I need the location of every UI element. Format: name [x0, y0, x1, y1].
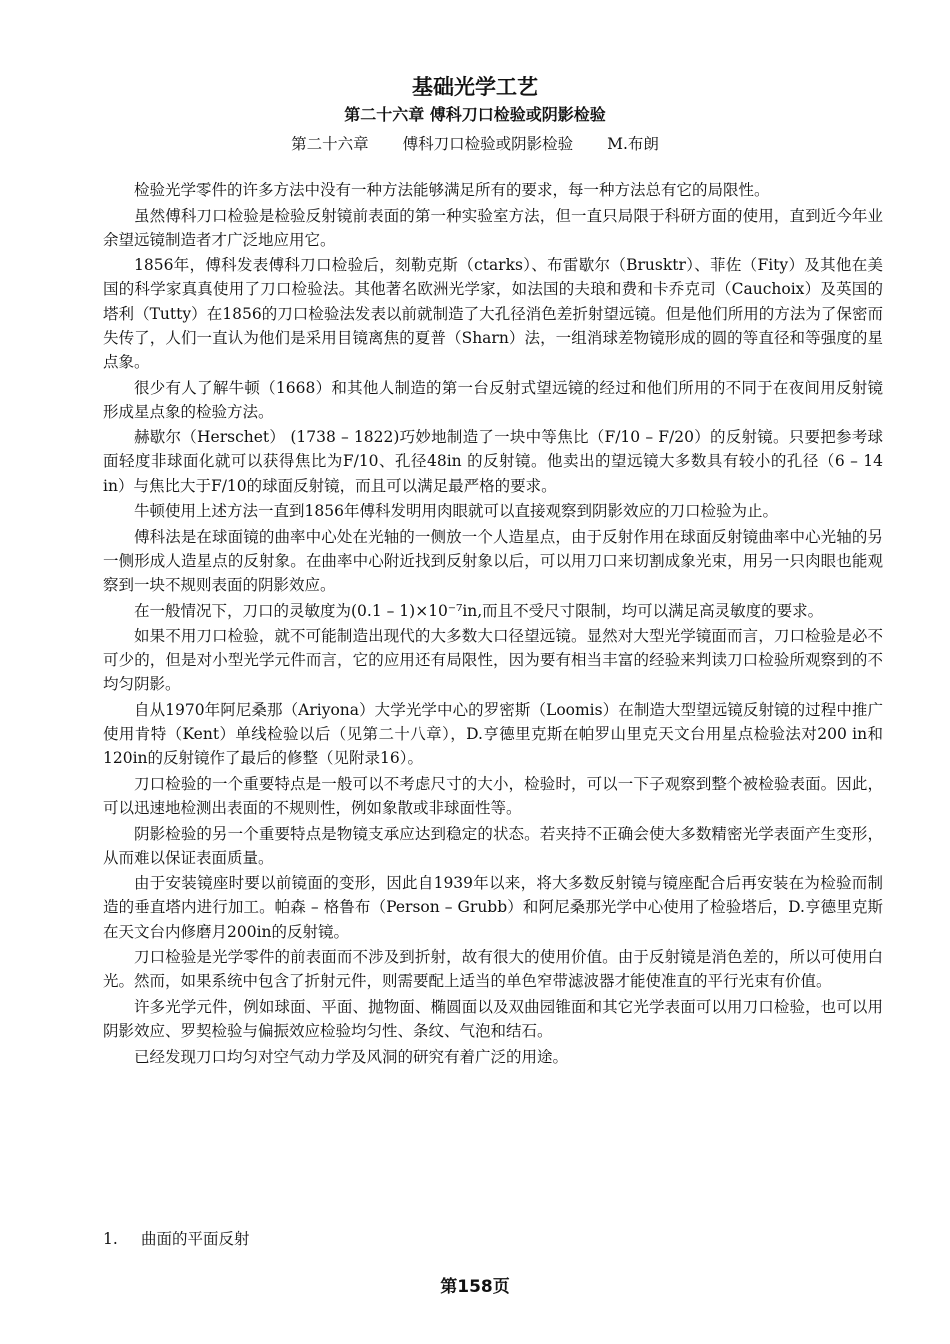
- page-number: 第158页: [440, 1277, 510, 1297]
- chapter-title: 傅科刀口检验或阴影检验: [402, 135, 574, 153]
- chapter-number: 第二十六章: [291, 135, 369, 153]
- paragraph: 阴影检验的另一个重要特点是物镜支承应达到稳定的状态。若夹持不正确会使大多数精密光学表面产生变形，从而难以保证表面质量。: [103, 824, 883, 867]
- paragraph: 傅科法是在球面镜的曲率中心处在光轴的一侧放一个人造星点，由于反射作用在球面反射镜曲率中心光轴的另一侧形成人造星点的反射象。在曲率中心附近找到反射象以后，可以用刀口来切割成象光束，用另一只肉眼也能观察到一块不规则表面的阴影效应。: [103, 527, 883, 595]
- section-title: 曲面的平面反射: [141, 1230, 250, 1248]
- author-name: M.布朗: [607, 135, 659, 153]
- paragraph: 由于安装镜座时要以前镜面的变形，因此自1939年以来，将大多数反射镜与镜座配合后再安装在为检验而制造的垂直塔内进行加工。帕森 – 格鲁布（Person – Grubb）和阿尼桑那光学中心使用了检验塔后，D.亨德里克斯在天文台内修磨月200in的反射镜。: [103, 874, 883, 941]
- paragraph: 已经发现刀口均匀对空气动力学及风洞的研究有着广泛的用途。: [134, 1047, 569, 1066]
- section-heading: [103, 1228, 250, 1250]
- paragraph: 刀口检验是光学零件的前表面而不涉及到折射，故有很大的使用价值。由于反射镜是消色差的，所以可使用白光。然而，如果系统中包含了折射元件，则需要配上适当的单色窄带滤波器才能使准直的平行光束有价值。: [103, 948, 883, 991]
- body-text: [103, 178, 883, 1070]
- paragraph: 1856年，傅科发表傅科刀口检验后，刻勒克斯（ctarks）、布雷歇尔（Brusktr）、菲佐（Fity）及其他在美国的科学家真真使用了刀口检验法。其他著名欧洲光学家，如法国的夫琅和费和卡乔克司（Cauchoix）及英国的塔利（Tutty）在1856的刀口检验法发表以前就制造了大孔径消色差折射望远镜。但是他们所用的方法为了保密而失传了，人们一直认为他们是采用目镜离焦的夏普（Sharn）法，一组消球差物镜形成的圆的等直径和等强度的星点象。: [103, 256, 883, 372]
- paragraph: 检验光学零件的许多方法中没有一种方法能够满足所有的要求，每一种方法总有它的局限性。: [134, 181, 770, 199]
- chapter-subtitle-line: [0, 134, 950, 154]
- paragraph: 刀口检验的一个重要特点是一般可以不考虑尺寸的大小，检验时，可以一下子观察到整个被检验表面。因此，可以迅速地检测出表面的不规则性，例如象散或非球面性等。: [103, 774, 883, 818]
- paragraph: 牛顿使用上述方法一直到1856年傅科发明用肉眼就可以直接观察到阴影效应的刀口检验为止。: [134, 502, 778, 521]
- section-number: 1.: [103, 1230, 118, 1248]
- paragraph: 自从1970年阿尼桑那（Ariyona）大学光学中心的罗密斯（Loomis）在制造大型望远镜反射镜的过程中推广使用肯特（Kent）单线检验以后（见第二十八章），D.亨德里克斯在帕罗山里克天文台用星点检验法对200 in和120in的反射镜作了最后的修整（见附录16）。: [103, 700, 883, 768]
- paragraph: 很少有人了解牛顿（1668）和其他人制造的第一台反射式望远镜的经过和他们所用的不同于在夜间用反射镜形成星点象的检验方法。: [103, 378, 883, 421]
- paragraph: 如果不用刀口检验，就不可能制造出现代的大多数大口径望远镜。显然对大型光学镜面而言，刀口检验是必不可少的，但是对小型光学元件而言，它的应用还有局限性，因为要有相当丰富的经验来判读刀口检验所观察到的不均匀阴影。: [103, 627, 883, 694]
- paragraph: 赫歇尔（Herschet） (1738 – 1822)巧妙地制造了一块中等焦比（F/10 – F/20）的反射镜。只要把参考球面轻度非球面化就可以获得焦比为F/10、孔径48in 的反射镜。他卖出的望远镜大多数具有较小的孔径（6 – 14 in）与焦比大于F/10的球面反射镜，而且可以满足最严格的要求。: [103, 428, 883, 495]
- paragraph: 虽然傅科刀口检验是检验反射镜前表面的第一种实验室方法，但一直只局限于科研方面的使用，直到近今年业余望远镜制造者才广泛地应用它。: [103, 206, 883, 249]
- paragraph: 许多光学元件，例如球面、平面、抛物面、椭圆面以及双曲园锥面和其它光学表面可以用刀口检验，也可以用阴影效应、罗契检验与偏振效应检验均匀性、条纹、气泡和结石。: [103, 997, 883, 1041]
- chapter-heading: 第二十六章 傅科刀口检验或阴影检验: [344, 105, 606, 124]
- book-title: 基础光学工艺: [412, 75, 538, 99]
- paragraph: 在一般情况下，刀口的灵敏度为(0.1 – 1)×10⁻⁷in,而且不受尺寸限制，均可以满足高灵敏度的要求。: [134, 601, 824, 620]
